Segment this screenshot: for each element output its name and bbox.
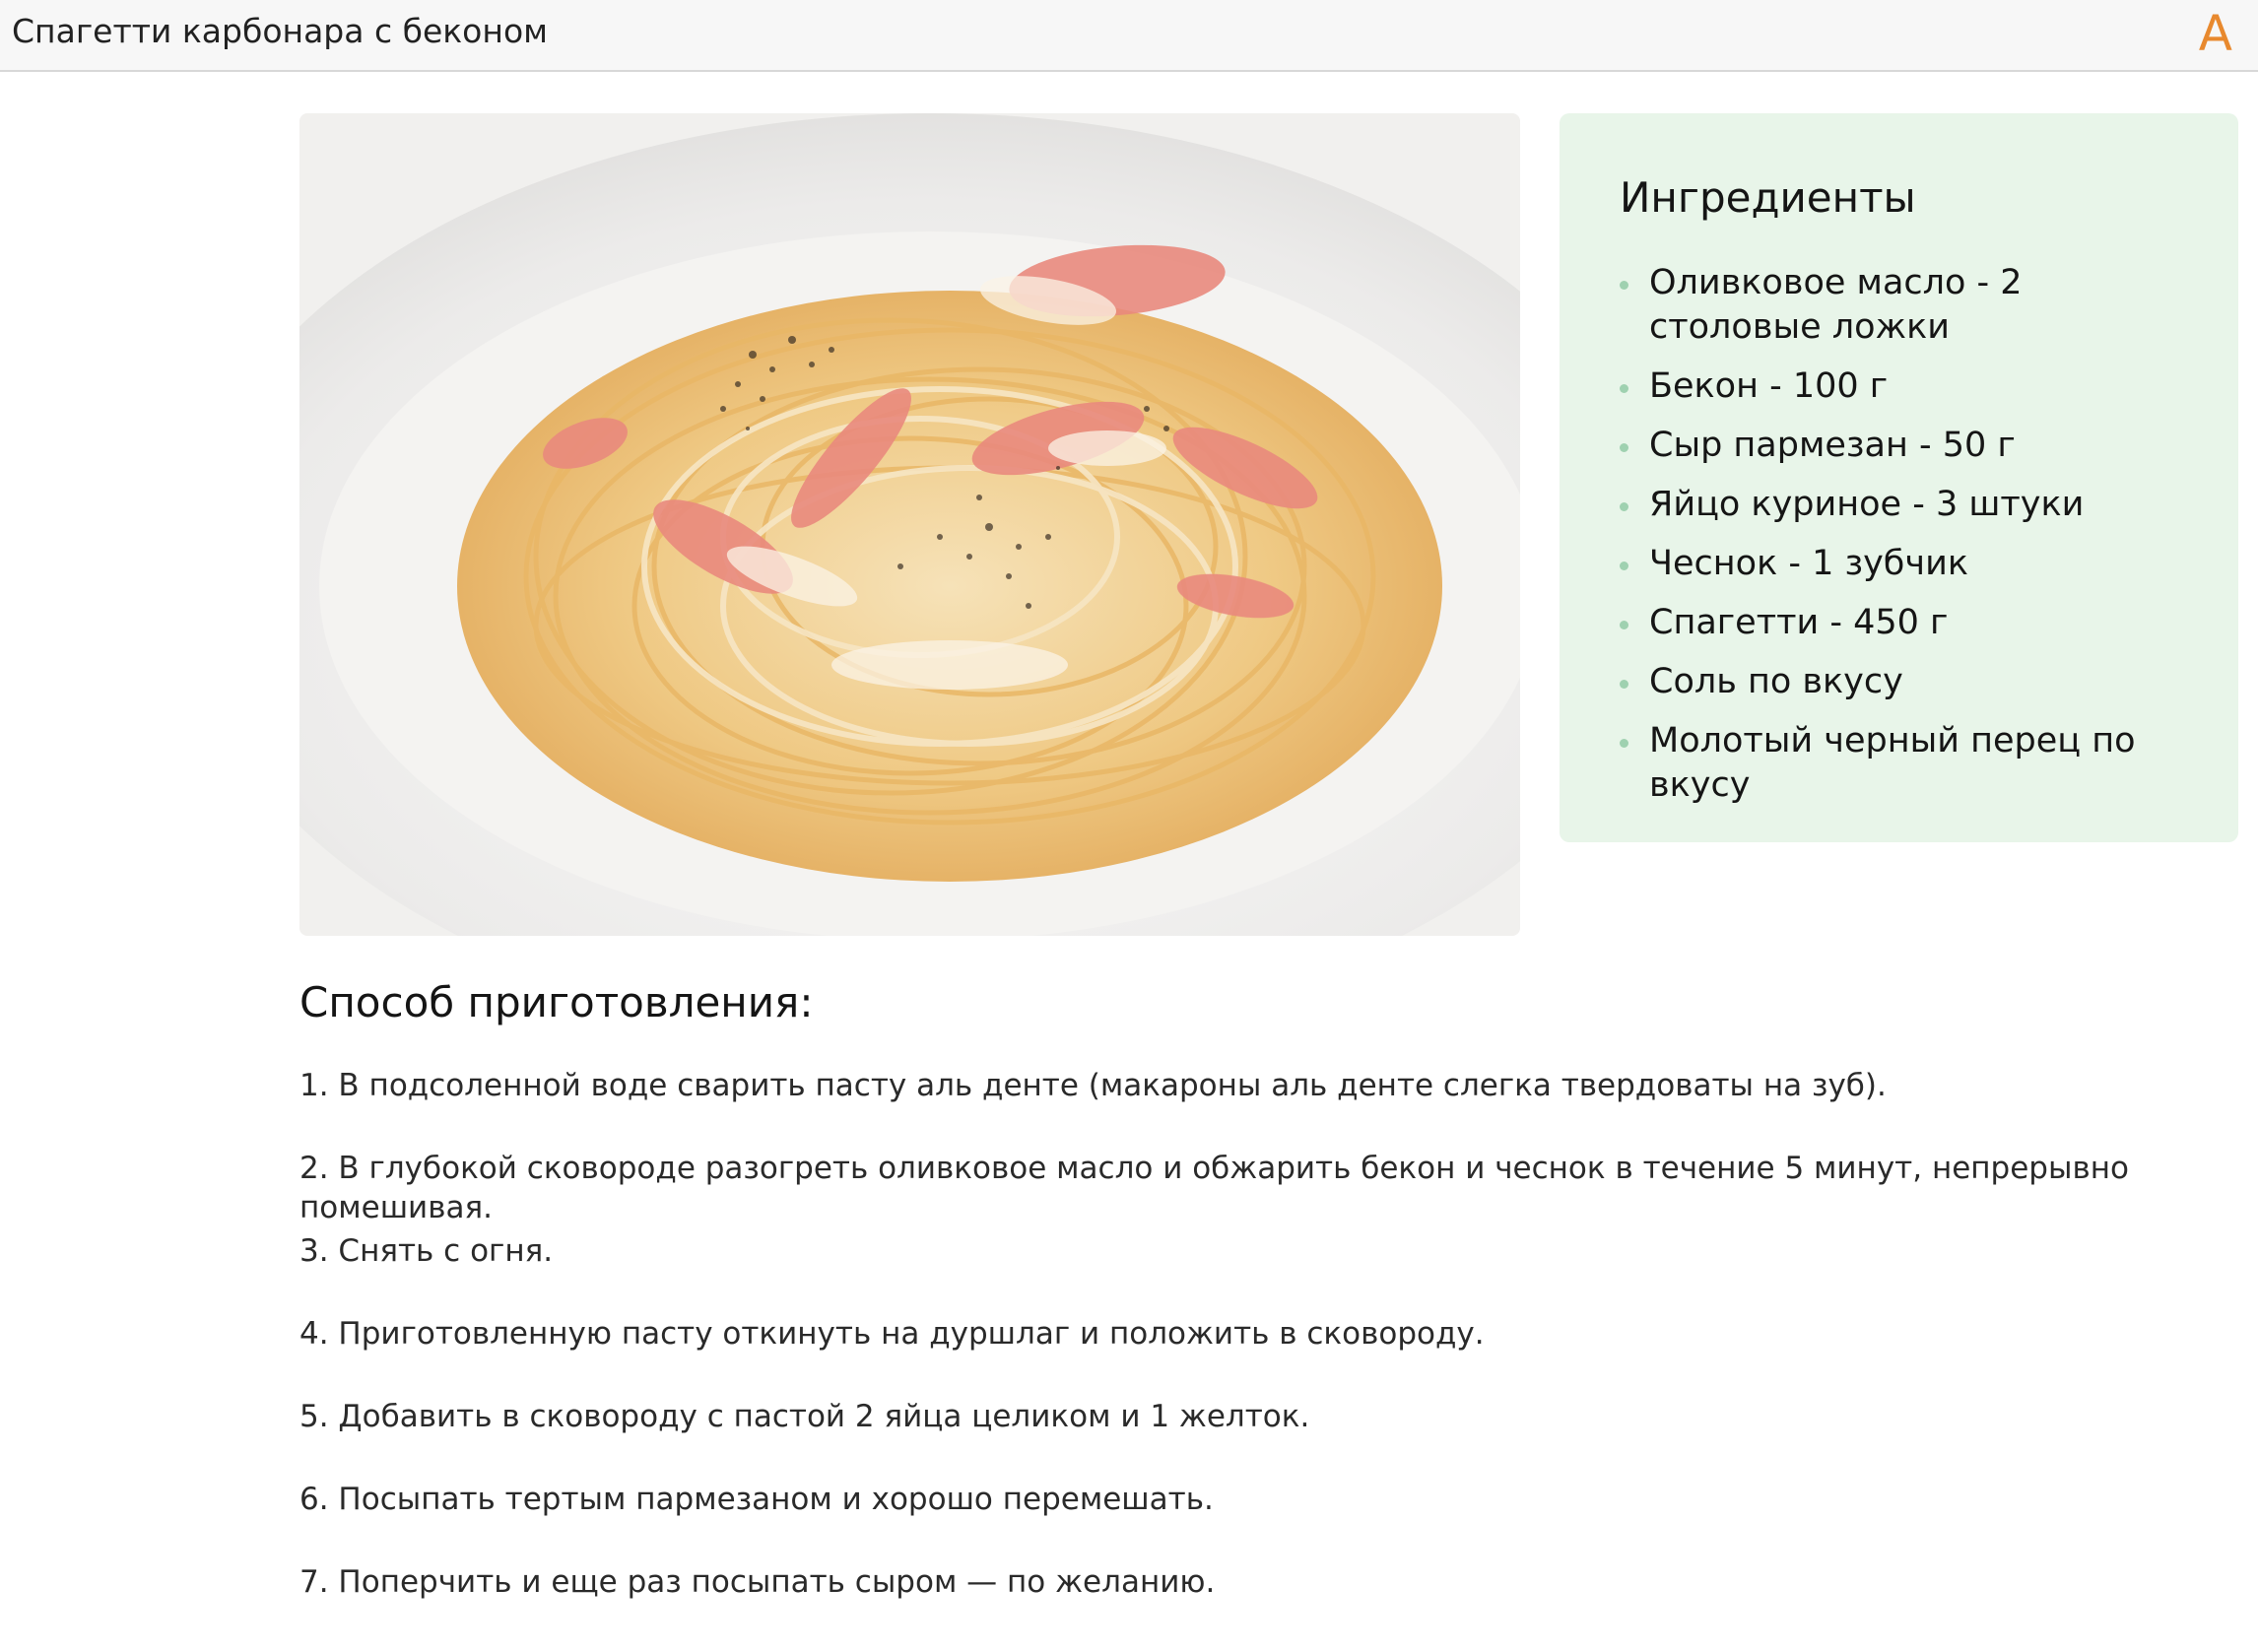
ingredient-text: Чеснок - 1 зубчик [1649, 544, 1968, 583]
ingredient-text: Сыр пармезан - 50 г [1649, 426, 2016, 465]
font-size-button[interactable]: A [2198, 5, 2232, 62]
bullet-icon [1620, 384, 1628, 393]
step-item: 3. Снять с огня. [299, 1233, 554, 1269]
list-item [1620, 364, 2199, 409]
recipe-photo [299, 113, 1520, 936]
list-item [1620, 261, 2199, 350]
ingredient-text: Спагетти - 450 г [1649, 603, 1949, 642]
list-item [1620, 542, 2199, 586]
top-bar [0, 0, 2258, 72]
ingredient-text: Соль по вкусу [1649, 662, 1903, 701]
list-item [1620, 483, 2199, 527]
list-item [1620, 601, 2199, 645]
bullet-icon [1620, 680, 1628, 689]
bullet-icon [1620, 443, 1628, 452]
step-item: 5. Добавить в сковороду с пастой 2 яйца целиком и 1 желток. [299, 1399, 1310, 1434]
step-item: 4. Приготовленную пасту откинуть на дуршлаг и положить в сковороду. [299, 1316, 1485, 1352]
bullet-icon [1620, 281, 1628, 290]
page-title: Спагетти карбонара с беконом [12, 12, 549, 50]
pasta-carbonara-photo [299, 113, 1520, 936]
ingredients-heading: Ингредиенты [1620, 173, 1916, 222]
ingredient-text: Молотый черный перец по вкусу [1649, 721, 2136, 805]
list-item [1620, 424, 2199, 468]
ingredient-text: Оливковое масло - 2 столовые ложки [1649, 263, 2023, 347]
bullet-icon [1620, 502, 1628, 511]
bullet-icon [1620, 621, 1628, 629]
ingredient-text: Яйцо куриное - 3 штуки [1649, 485, 2085, 524]
list-item [1620, 660, 2199, 704]
list-item [1620, 719, 2199, 808]
ingredient-text: Бекон - 100 г [1649, 366, 1889, 406]
step-item: 2. В глубокой сковороде разогреть оливковое масло и обжарить бекон и чеснок в течение 5 минут, непрерывно помешивая. [299, 1151, 2129, 1225]
method-section [299, 975, 2230, 1645]
ingredients-panel [1560, 113, 2238, 842]
method-heading: Способ приготовления: [299, 978, 814, 1026]
bullet-icon [1620, 739, 1628, 748]
step-item: 6. Посыпать тертым пармезаном и хорошо перемешать. [299, 1482, 1214, 1517]
steps-list [299, 1066, 2230, 1645]
step-item: 7. Поперчить и еще раз посыпать сыром — по желанию. [299, 1564, 1216, 1600]
ingredients-list [1620, 261, 2199, 808]
bullet-icon [1620, 562, 1628, 570]
step-item: 1. В подсоленной воде сварить пасту аль денте (макароны аль денте слегка твердоваты на зуб). [299, 1068, 1887, 1103]
